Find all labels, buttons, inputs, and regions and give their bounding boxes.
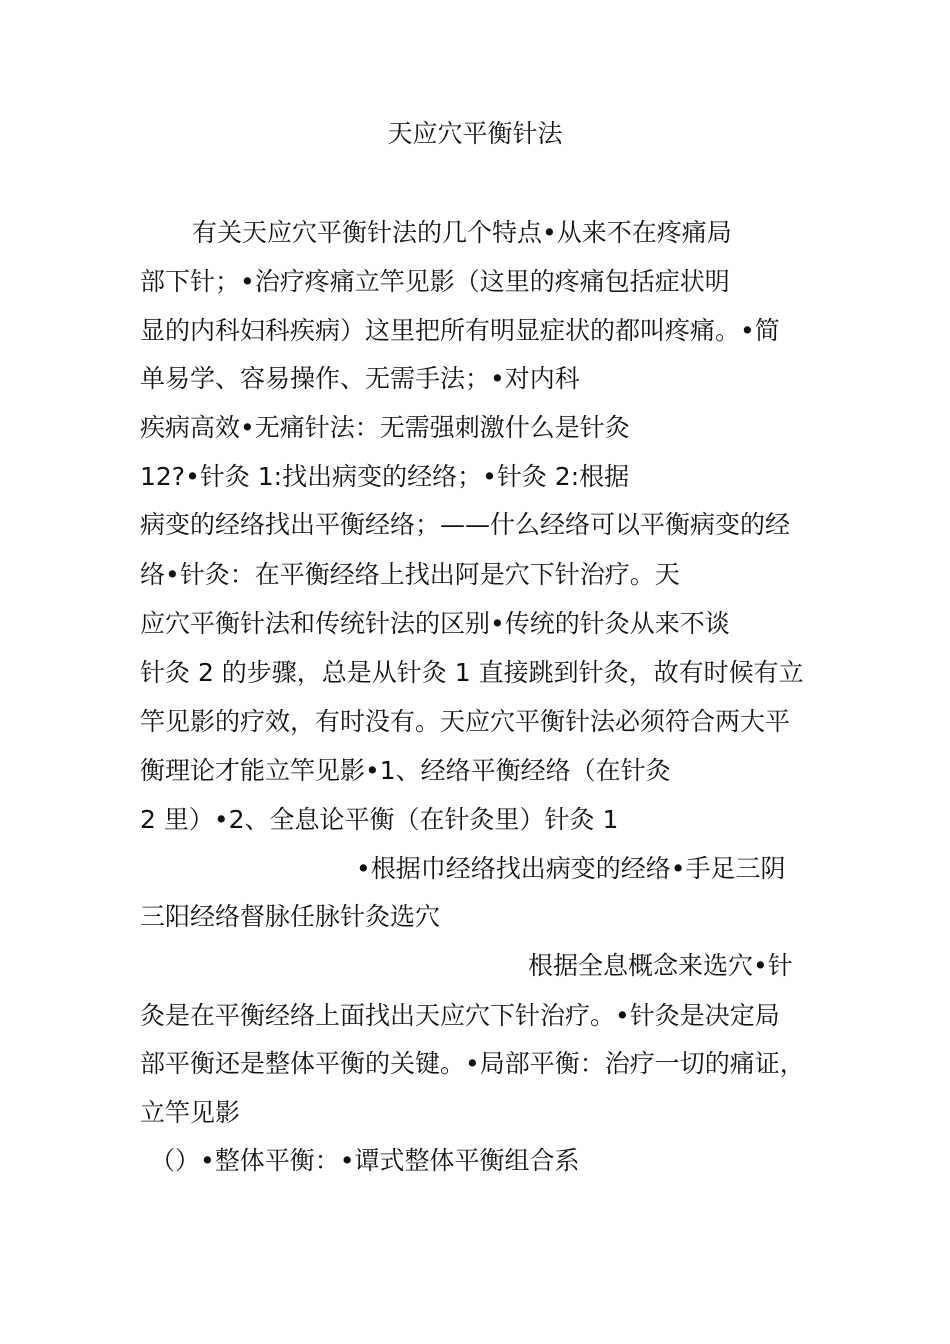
text-line: 立竿见影 <box>140 1098 241 1127</box>
text-line: 三阳经络督脉任脉针灸选穴 <box>140 902 441 931</box>
text-line: 单易学、容易操作、无需手法；•对内科 <box>140 364 580 393</box>
text-line: 病变的经络找出平衡经络；——什么经络可以平衡病变的经 <box>140 510 791 539</box>
text-line: •根据巾经络找出病变的经络•手足三阴 <box>356 854 786 883</box>
text-line: （）•整体平衡：•谭式整体平衡组合系 <box>150 1146 580 1175</box>
text-line: 显的内科妇科疾病）这里把所有明显症状的都叫疼痛。•简 <box>140 316 780 345</box>
text-line: 有关天应穴平衡针法的几个特点•从来不在疼痛局 <box>192 218 732 247</box>
text-line: 灸是在平衡经络上面找出天应穴下针治疗。•针灸是决定局 <box>140 1001 780 1030</box>
text-line: 12?•针灸 1:找出病变的经络；•针灸 2:根据 <box>140 462 630 491</box>
text-line: 疾病高效•无痛针法：无需强刺激什么是针灸 <box>140 413 630 442</box>
text-line: 衡理论才能立竿见影•1、经络平衡经络（在针灸 <box>140 756 671 785</box>
text-line: 部平衡还是整体平衡的关键。•局部平衡：治疗一切的痛证， <box>140 1049 805 1078</box>
text-line: 根据全息概念来选穴•针 <box>528 951 793 980</box>
text-line: 竿见影的疗效，有时没有。天应穴平衡针法必须符合两大平 <box>140 707 791 736</box>
text-line: 针灸 2 的步骤，总是从针灸 1 直接跳到针灸，故有时候有立 <box>140 658 804 687</box>
document-title: 天应穴平衡针法 <box>387 119 563 148</box>
text-line: 应穴平衡针法和传统针法的区别•传统的针灸从来不谈 <box>140 609 730 638</box>
text-line: 2 里）•2、全息论平衡（在针灸里）针灸 1 <box>140 805 619 834</box>
text-line: 部下针；•治疗疼痛立竿见影（这里的疼痛包括症状明 <box>140 267 730 296</box>
text-line: 络•针灸：在平衡经络上找出阿是穴下针治疗。天 <box>140 560 680 589</box>
